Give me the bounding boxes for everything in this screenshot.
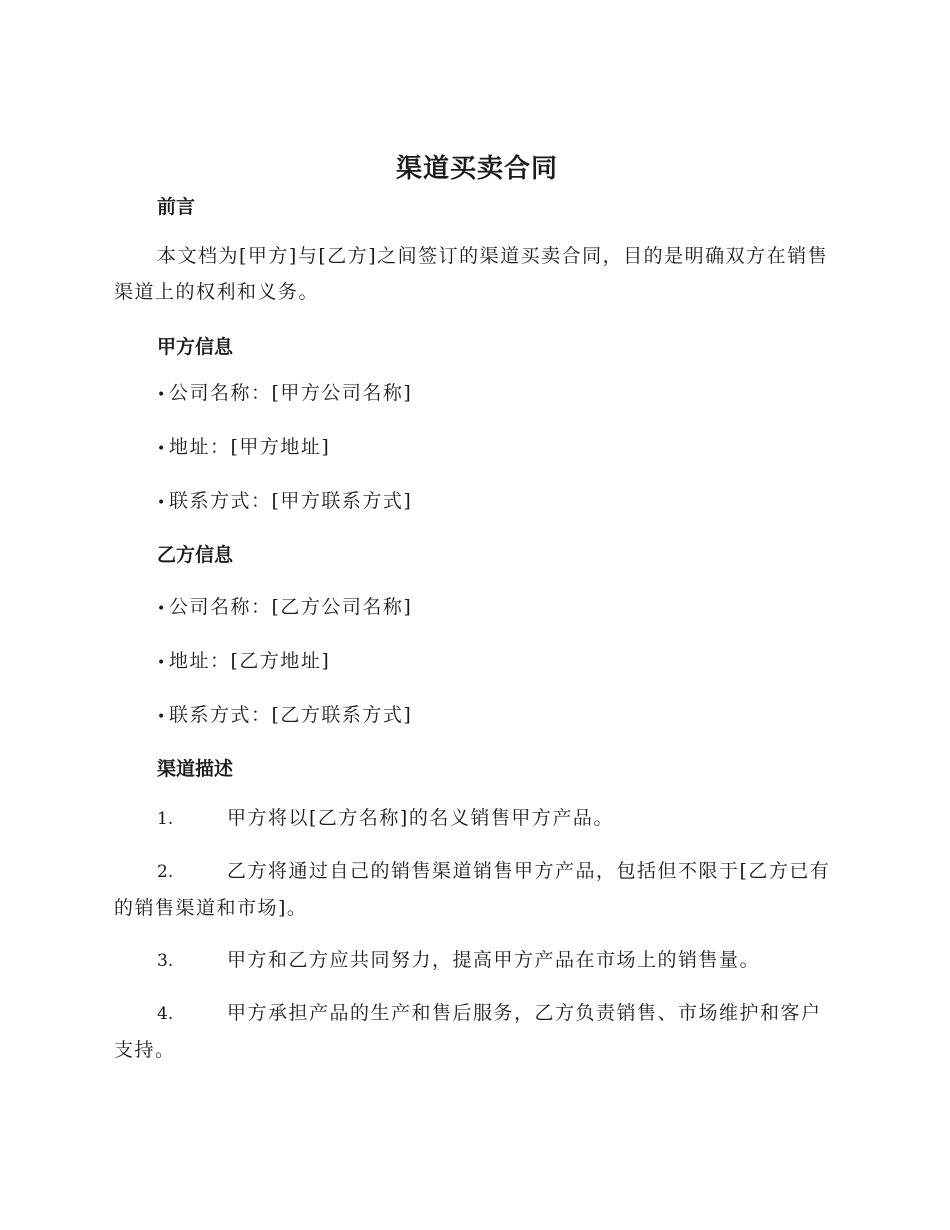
bullet-icon: • [157,495,167,511]
party-a-heading: 甲方信息 [157,336,234,358]
item-number: 1. [157,809,174,829]
bullet-icon: • [157,655,167,671]
channel-item: 2. 乙方将通过自己的销售渠道销售甲方产品，包括但不限于[乙方已有的销售渠道和市场]。 [114,853,840,926]
channel-item: 3. 甲方和乙方应共同努力，提高甲方产品在市场上的销售量。 [114,942,840,979]
document-title: 渠道买卖合同 [395,154,558,184]
channel-item: 4. 甲方承担产品的生产和售后服务，乙方负责销售、市场维护和客户支持。 [114,995,840,1068]
bullet-icon: • [157,601,167,617]
bullet-icon: • [157,387,167,403]
party-b-address: • 地址：[乙方地址] [114,646,840,678]
preface-heading: 前言 [157,196,196,218]
party-a-contact: • 联系方式：[甲方联系方式] [114,486,840,518]
bullet-icon: • [157,441,167,457]
channel-heading: 渠道描述 [157,758,234,780]
item-number: 4. [157,1004,174,1024]
party-b-company: • 公司名称：[乙方公司名称] [114,592,840,624]
item-number: 3. [157,951,174,971]
preface-text: 本文档为[甲方]与[乙方]之间签订的渠道买卖合同，目的是明确双方在销售渠道上的权利和义务。 [114,245,829,303]
bullet-icon: • [157,709,167,725]
party-b-heading: 乙方信息 [157,544,234,566]
item-number: 2. [157,862,174,882]
channel-item: 1. 甲方将以[乙方名称]的名义销售甲方产品。 [114,800,840,837]
party-a-address: • 地址：[甲方地址] [114,432,840,464]
party-b-contact: • 联系方式：[乙方联系方式] [114,700,840,732]
contract-page [114,150,840,1068]
party-a-company: • 公司名称：[甲方公司名称] [114,378,840,410]
